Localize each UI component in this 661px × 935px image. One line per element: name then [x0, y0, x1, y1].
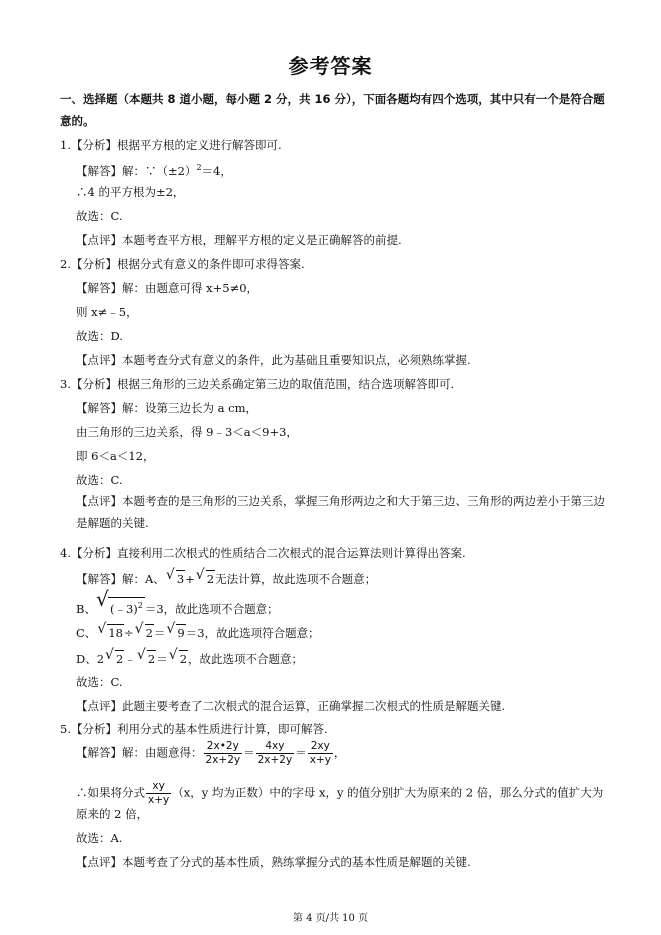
q1-step: ∴4 的平方根为±2，	[76, 185, 185, 199]
q5-comment: 【点评】本题考查了分式的基本性质，熟练掌握分式的基本性质是解题的关键.	[76, 855, 471, 869]
q3-step1: 由三角形的三边关系，得 9﹣3＜a＜9+3，	[76, 425, 298, 439]
page-title: 参考答案	[288, 54, 373, 78]
q3-solution: 【解答】解：设第三边长为 a cm，	[76, 401, 258, 415]
q2-comment: 【点评】本题考查分式有意义的条件，此为基础且重要知识点，必须熟练掌握.	[76, 353, 471, 367]
q5-analysis: 5.【分析】利用分式的基本性质进行计算，即可解答.	[60, 722, 328, 736]
page-footer: 第 4 页/共 10 页	[292, 913, 369, 924]
q4-analysis: 4.【分析】直接利用二次根式的性质结合二次根式的混合运算法则计算得出答案.	[60, 546, 466, 560]
q5-step: ∴如果将分式 $\frac{xy}{x+y}$ （x，y 均为正数）中的字母 x，y 的值分别扩大为原来的 2 倍，那么分式的值扩大为	[76, 780, 604, 806]
q4-option-a: 【解答】解：A、√ 3+√ 2无法计算，故此选项不合题意；	[76, 570, 376, 587]
q1-choice: 故选：C.	[76, 209, 123, 223]
fraction: $\frac{2xy}{x+y}$	[309, 740, 331, 766]
q1-solution: 【解答】解：$\because(\pm 2)^2=4$，	[76, 163, 232, 178]
fraction: $\frac{xy}{x+y}$	[148, 780, 170, 806]
q4-comment: 【点评】此题主要考查了二次根式的混合运算，正确掌握二次根式的性质是解题关键.	[76, 699, 506, 713]
q2-solution: 【解答】解：由题意可得 x+5≠0，	[76, 281, 259, 295]
fraction: $\frac{4xy}{2x+2y}$	[257, 740, 293, 766]
q2-step: 则 x≠﹣5，	[76, 305, 138, 319]
fraction: $\frac{2x•2y}{2x+2y}$	[205, 740, 241, 766]
q2-choice: 故选：D.	[76, 329, 123, 343]
q3-step2: 即 6＜a＜12，	[76, 449, 155, 463]
q5-solution: 【解答】解：由题意得： $\frac{2x•2y}{2x+2y}$ ＝ $\frac{4xy}{2x+2y}$ ＝ $\frac{2xy}{x+y}$ ，	[76, 740, 346, 766]
q1-comment: 【点评】本题考查平方根，理解平方根的定义是正确解答的前提.	[76, 233, 402, 247]
q4-option-b: B、√ (﹣3)$^2$ ＝3，故此选项不合题意；	[76, 597, 279, 617]
section-heading: 一、选择题（本题共 8 道小题，每小题 2 分，共 16 分），下面各题均有四个选项，其中只有一个是符合题意的。	[60, 92, 605, 128]
q4-option-c: C、√ 18÷√ 2＝√ 9＝3，故此选项符合题意；	[76, 624, 320, 641]
q5-step2: 原来的 2 倍，	[76, 807, 149, 821]
q5-choice: 故选：A.	[76, 831, 123, 845]
q1-analysis: 1.【分析】根据平方根的定义进行解答即可.	[60, 138, 282, 152]
q4-choice: 故选：C.	[76, 675, 123, 689]
q4-option-d: D、2√ 2﹣√ 2＝√ 2，故此选项不合题意；	[76, 650, 303, 667]
q3-choice: 故选：C.	[76, 473, 123, 487]
q3-analysis: 3.【分析】根据三角形的三边关系确定第三边的取值范围，结合选项解答即可.	[60, 377, 455, 391]
q2-analysis: 2.【分析】根据分式有意义的条件即可求得答案.	[60, 257, 305, 271]
q3-comment: 【点评】本题考查的是三角形的三边关系，掌握三角形两边之和大于第三边、三角形的两边差小于第三边是解题的关键.	[76, 494, 605, 530]
